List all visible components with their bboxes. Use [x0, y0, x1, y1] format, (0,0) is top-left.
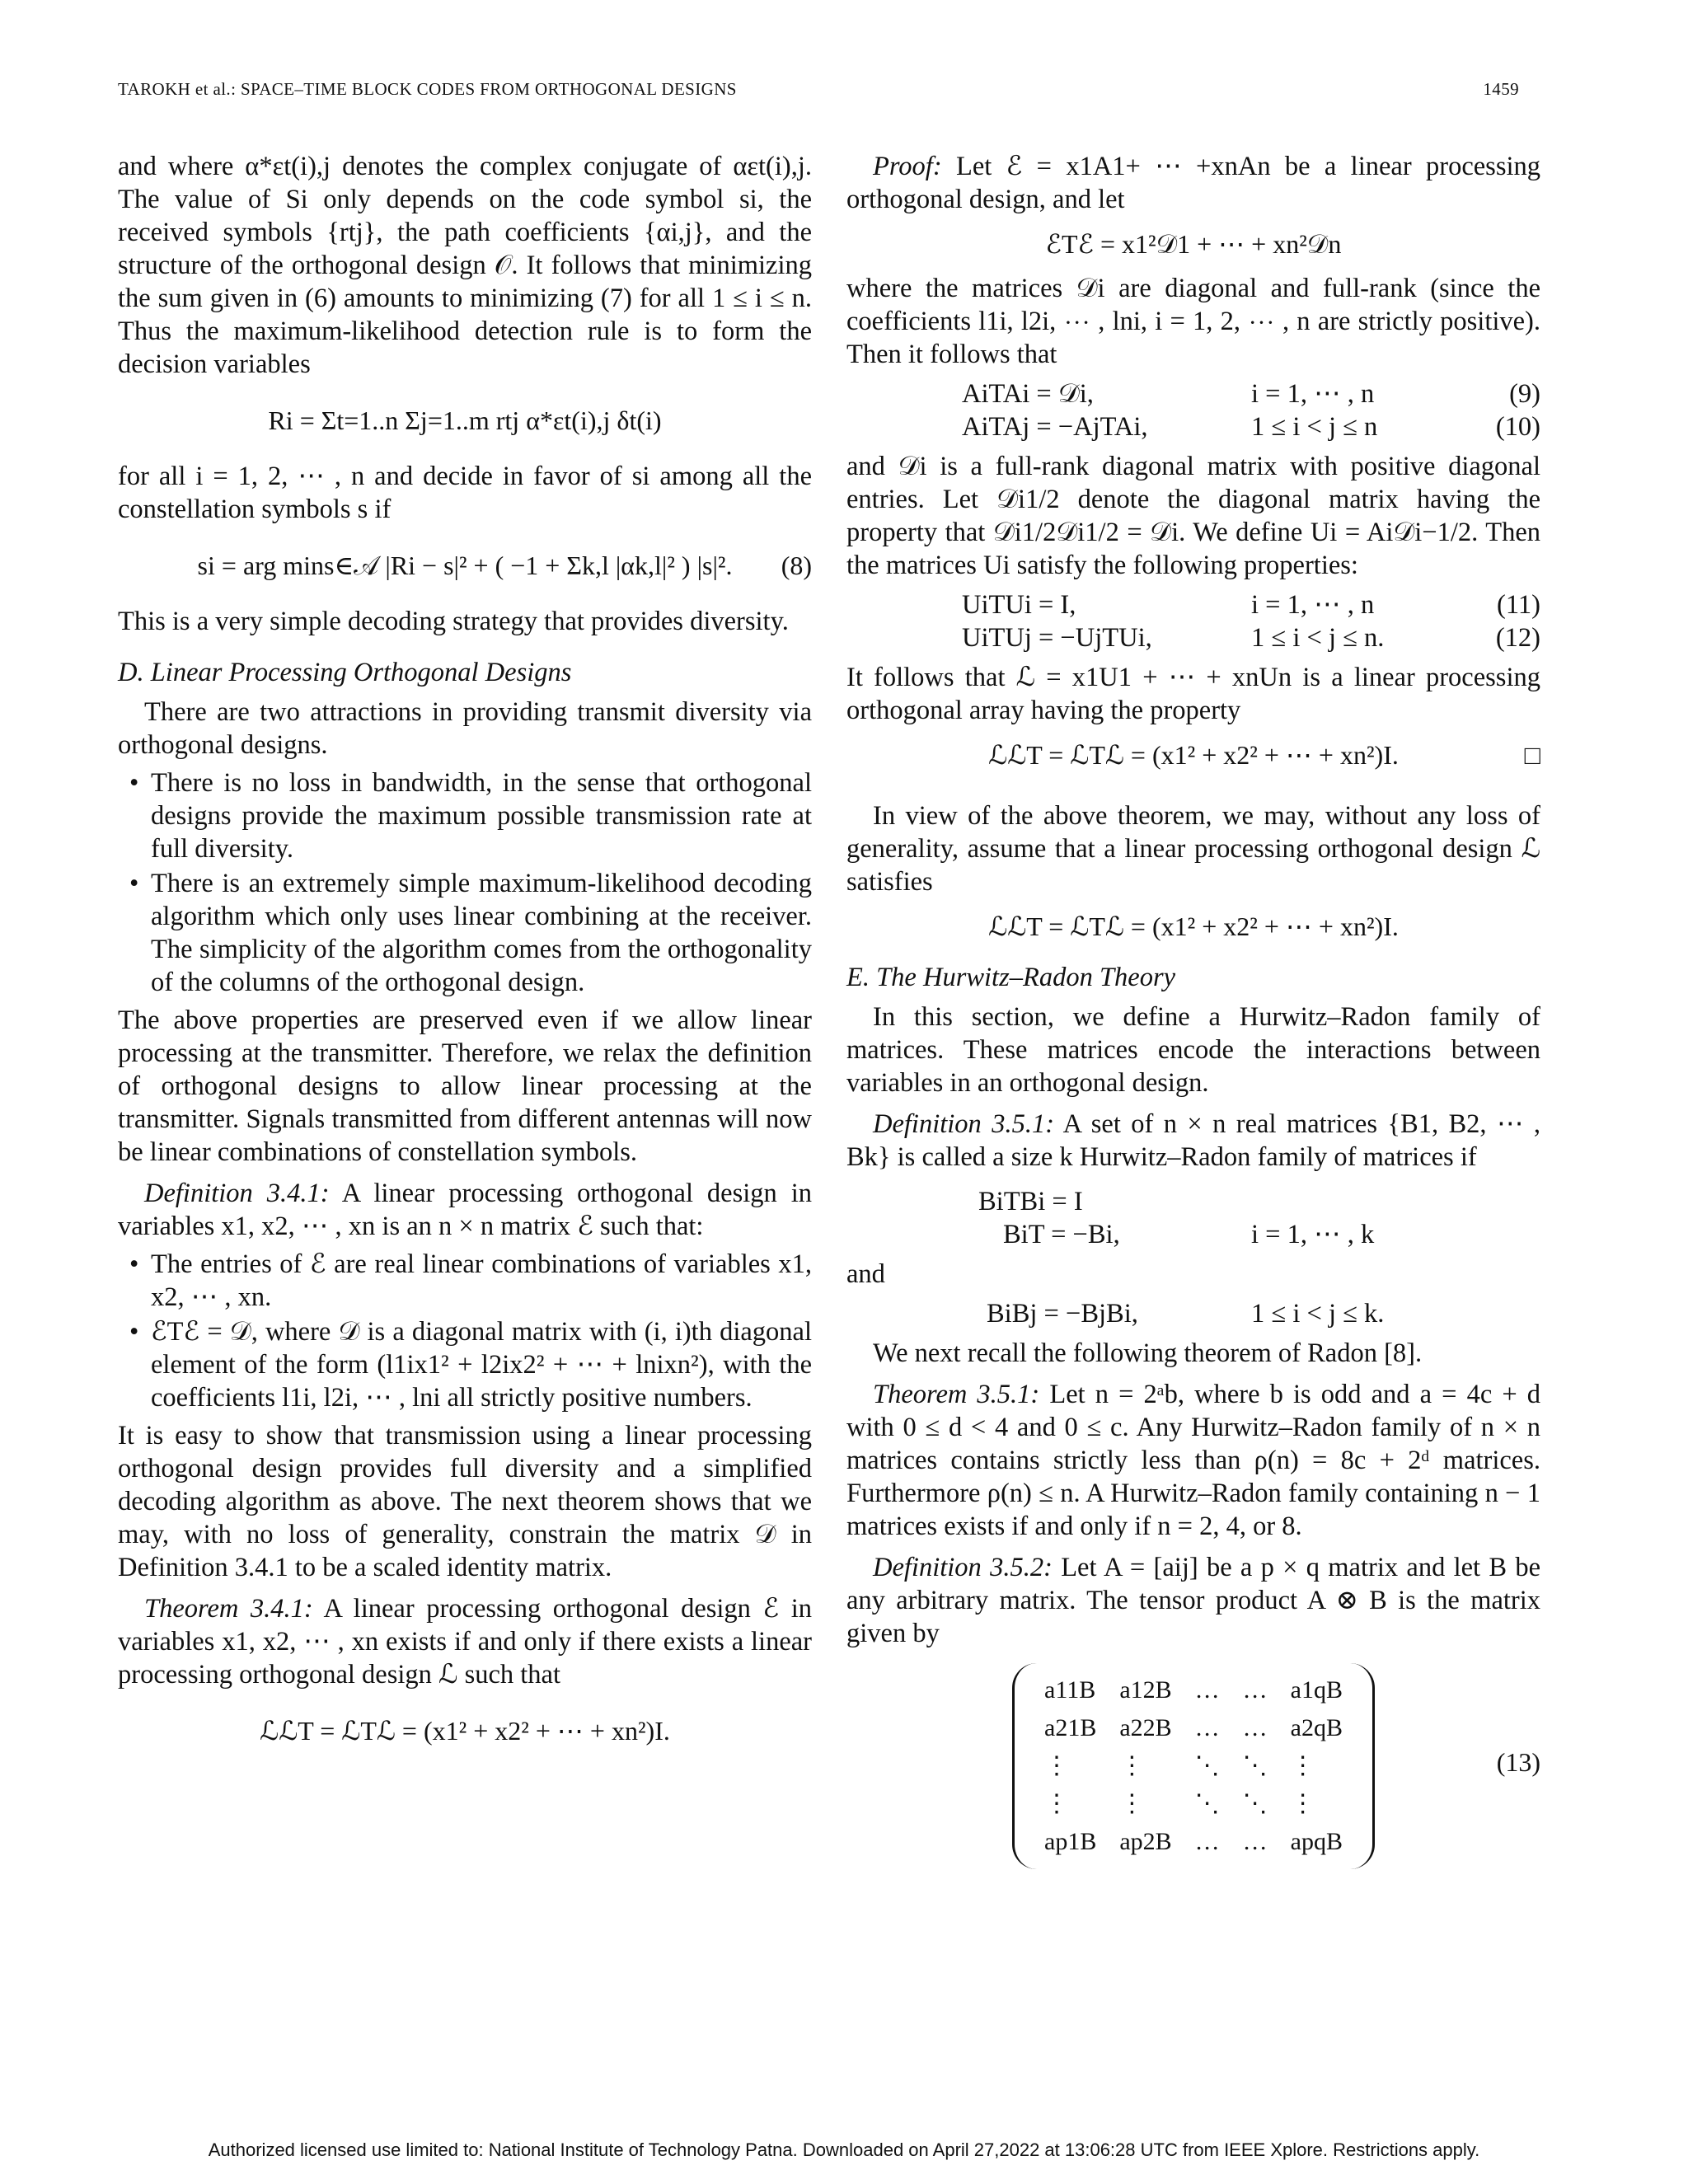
eq-b2: BiT = −Bi,: [1003, 1220, 1120, 1249]
eq10-cond: 1 ≤ i < j ≤ n: [1251, 412, 1378, 442]
page-number: 1459: [1483, 79, 1519, 99]
matrix-cell: ⋮: [1119, 1752, 1145, 1779]
equation-bibj: [846, 1297, 1540, 1330]
equation-number: (13): [1496, 1747, 1540, 1777]
eq9-left: AiTAi = 𝒟i,: [962, 379, 1094, 409]
paragraph: It is easy to show that transmission using a linear processing orthogonal design provides full diversity and a simplified decoding algorithm as above. The next theorem shows that we may, with no loss of generality, constrain the matrix 𝒟 in Definition 3.4.1 to be a scaled identity matrix.: [118, 1421, 812, 1582]
definition-label: Definition 3.5.1:: [873, 1109, 1055, 1139]
bullet-list: [118, 766, 812, 999]
paragraph: The above properties are preserved even if we allow linear processing at the transmitter. Therefore, we relax the definition of orthogonal designs to allow linear processing at the transmitter. Signals transmitted from different antennas will now be linear combinations of constellation symbols.: [118, 1005, 812, 1167]
definition-text: A linear processing orthogonal design in variables x1, x2, ⋯ , xn is an n × n matrix ℰ such that:: [118, 1179, 812, 1241]
equation-ETE: ℰTℰ = x1²𝒟1 + ⋯ + xn²𝒟n: [1045, 229, 1342, 259]
definition-label: Definition 3.5.2:: [873, 1553, 1053, 1582]
equations-9-10: [846, 377, 1540, 443]
matrix-cell: apqB: [1290, 1828, 1343, 1855]
matrix-row: [1033, 1671, 1354, 1709]
matrix-cell: ⋮: [1290, 1752, 1315, 1779]
theorem-3-5-1: [846, 1378, 1540, 1543]
left-column: [118, 150, 812, 1770]
theorem-label: Theorem 3.4.1:: [144, 1594, 313, 1624]
equation-number: (8): [781, 551, 812, 580]
definition-3-5-1: [846, 1108, 1540, 1174]
matrix-cell: ⋮: [1044, 1790, 1069, 1817]
qed-square-icon: □: [1524, 740, 1540, 770]
matrix-cell: …: [1194, 1676, 1220, 1704]
paragraph: and where α*εt(i),j denotes the complex conjugate of αεt(i),j. The value of Si only depends on the code symbol si, the received symbols {rtj}, the path coefficients {αi,j}, and the structure of the orthogonal design 𝒪. It follows that minimizing the sum given in (6) amounts to minimizing (7) for all 1 ≤ i ≤ n. Thus the maximum-likelihood detection rule is to form the decision variables: [118, 152, 812, 379]
right-column: [846, 150, 1540, 1888]
matrix-cell: a11B: [1044, 1676, 1096, 1704]
matrix-cell: …: [1194, 1714, 1220, 1741]
section-heading-e: E. The Hurwitz–Radon Theory: [846, 963, 1176, 992]
equation-LL-assume: ℒℒT = ℒTℒ = (x1² + x2² + ⋯ + xn²)I.: [988, 912, 1399, 941]
matrix-cell: …: [1242, 1828, 1268, 1855]
matrix-cell: …: [1242, 1714, 1268, 1741]
matrix-row: [1033, 1785, 1354, 1823]
bullet-list: [118, 1248, 812, 1414]
paragraph: In this section, we define a Hurwitz–Radon family of matrices. These matrices encode the interactions between variables in an orthogonal design.: [846, 1002, 1540, 1098]
matrix-cell: …: [1242, 1676, 1268, 1704]
eq-b2-cond: i = 1, ⋯ , k: [1251, 1220, 1375, 1249]
matrix-cell: ⋮: [1290, 1790, 1315, 1817]
definition-text: A set of n × n real matrices {B1, B2, ⋯ , Bk} is called a size k Hurwitz–Radon family of matrices if: [846, 1109, 1540, 1172]
matrix-cell: ap1B: [1044, 1828, 1097, 1855]
equation-number: (9): [1509, 379, 1540, 409]
paragraph: There are two attractions in providing transmit diversity via orthogonal designs.: [118, 697, 812, 760]
eq12-cond: 1 ≤ i < j ≤ n.: [1251, 623, 1385, 653]
equation-13: [846, 1663, 1540, 1877]
equation-LL: ℒℒT = ℒTℒ = (x1² + x2² + ⋯ + xn²)I.: [260, 1716, 670, 1746]
eq-b1: BiTBi = I: [978, 1187, 1083, 1216]
matrix-row: [1033, 1747, 1354, 1785]
matrix-cell: ⋮: [1044, 1752, 1069, 1779]
matrix-cell: a21B: [1044, 1714, 1097, 1741]
paragraph: We next recall the following theorem of Radon [8].: [873, 1338, 1423, 1368]
list-item: • There is an extremely simple maximum-likelihood decoding algorithm which only uses linear combining at the receiver. The simplicity of the algorithm comes from the orthogonality of the columns of the orthogonal design.: [151, 867, 812, 999]
equation-number: (12): [1495, 623, 1540, 653]
matrix-cell: ⋱: [1194, 1790, 1220, 1817]
theorem-text: Let n = 2ᵃb, where b is odd and a = 4c + d with 0 ≤ d < 4 and 0 ≤ c. Any Hurwitz–Radon family of n × n matrices contains strictly less than ρ(n) = 8c + 2ᵈ matrices. Furthermore ρ(n) ≤ n. A Hurwitz–Radon family containing n − 1 matrices exists if and only if n = 2, 4, or 8.: [846, 1380, 1541, 1541]
proof-label: Proof:: [873, 152, 942, 181]
matrix-row: [1033, 1709, 1354, 1747]
matrix-cell: a2qB: [1290, 1714, 1343, 1741]
running-head: [118, 79, 1519, 100]
matrix-cell: …: [1194, 1828, 1220, 1855]
eq12-left: UiTUj = −UjTUi,: [962, 623, 1152, 653]
eq10-left: AiTAj = −AjTAi,: [962, 412, 1148, 442]
paragraph: for all i = 1, 2, ⋯ , n and decide in favor of si among all the constellation symbols s if: [118, 462, 812, 524]
tensor-product-matrix: [1012, 1663, 1375, 1869]
equation-LL-proof: [846, 738, 1540, 771]
proof: [846, 150, 1540, 216]
definition-3-4-1: [118, 1177, 812, 1243]
paragraph: In view of the above theorem, we may, without any loss of generality, assume that a linear processing orthogonal design ℒ satisfies: [846, 801, 1540, 897]
footer-license: Authorized licensed use limited to: National Institute of Technology Patna. Downloaded on April 27,2022 at 13:06:28 UTC from IEEE Xplore. Restrictions apply.: [208, 2139, 1480, 2160]
matrix-cell: a12B: [1119, 1676, 1172, 1704]
matrix-cell: a1qB: [1290, 1676, 1343, 1704]
equation-decision-variable: Ri = Σt=1..n Σj=1..m rtj α*εt(i),j δt(i): [268, 405, 662, 435]
paragraph: and 𝒟i is a full-rank diagonal matrix with positive diagonal entries. Let 𝒟i1/2 denote the diagonal matrix having the property that 𝒟i1/2𝒟i1/2 = 𝒟i. We define Ui = Ai𝒟i−1/2. Then the matrices Ui satisfy the following properties:: [846, 452, 1540, 580]
matrix-cell: ap2B: [1119, 1828, 1172, 1855]
eq11-cond: i = 1, ⋯ , n: [1251, 590, 1375, 620]
proof-text: Let ℰ = x1A1+ ⋯ +xnAn be a linear processing orthogonal design, and let: [846, 152, 1541, 214]
eq11-left: UiTUi = I,: [962, 590, 1076, 620]
paragraph: where the matrices 𝒟i are diagonal and full-rank (since the coefficients l1i, l2i, ⋯ , lni, i = 1, 2, ⋯ , n are strictly positive). Then it follows that: [846, 274, 1540, 369]
and-text: and: [846, 1259, 885, 1289]
equation-number: (10): [1495, 412, 1540, 442]
matrix-cell: ⋮: [1119, 1790, 1145, 1817]
matrix-row: [1033, 1823, 1354, 1861]
theorem-text: A linear processing orthogonal design ℰ in variables x1, x2, ⋯ , xn exists if and only if there exists a linear processing orthogonal design ℒ such that: [118, 1594, 812, 1690]
eq-b3: BiBj = −BjBi,: [987, 1299, 1138, 1329]
matrix-cell: a22B: [1119, 1714, 1172, 1741]
eq9-cond: i = 1, ⋯ , n: [1251, 379, 1375, 409]
equation-8-body: si = arg mins∈𝒜 |Ri − s|² + ( −1 + Σk,l |αk,l|² ) |s|².: [197, 551, 733, 580]
definition-text: Let A = [aij] be a p × q matrix and let B be any arbitrary matrix. The tensor product A ⊗ B is the matrix given by: [846, 1553, 1540, 1648]
equations-hurwitz-radon: [846, 1185, 1540, 1251]
section-heading-d: D. Linear Processing Orthogonal Designs: [118, 658, 572, 687]
definition-3-5-2: [846, 1551, 1540, 1650]
list-item: • ℰTℰ = 𝒟, where 𝒟 is a diagonal matrix with (i, i)th diagonal element of the form (l1ix1² + l2ix2² + ⋯ + lnixn²), with the coefficients l1i, l2i, ⋯ , lni all strictly positive numbers.: [151, 1315, 812, 1414]
list-item: • The entries of ℰ are real linear combinations of variables x1, x2, ⋯ , xn.: [151, 1248, 812, 1314]
matrix-cell: ⋱: [1194, 1752, 1220, 1779]
definition-label: Definition 3.4.1:: [144, 1179, 330, 1208]
equation-number: (11): [1497, 590, 1540, 620]
equation-8: [118, 549, 812, 582]
running-title: TAROKH et al.: SPACE–TIME BLOCK CODES FROM ORTHOGONAL DESIGNS: [118, 79, 737, 99]
theorem-3-4-1: [118, 1592, 812, 1691]
paragraph: It follows that ℒ = x1U1 + ⋯ + xnUn is a linear processing orthogonal array having the property: [846, 663, 1540, 725]
matrix-cell: ⋱: [1242, 1752, 1268, 1779]
list-item: • There is no loss in bandwidth, in the sense that orthogonal designs provide the maximum possible transmission rate at full diversity.: [151, 766, 812, 865]
equation-body: ℒℒT = ℒTℒ = (x1² + x2² + ⋯ + xn²)I.: [988, 740, 1399, 770]
theorem-label: Theorem 3.5.1:: [873, 1380, 1040, 1409]
equations-11-12: [846, 588, 1540, 654]
matrix-cell: ⋱: [1242, 1790, 1268, 1817]
eq-b3-cond: 1 ≤ i < j ≤ k.: [1251, 1299, 1385, 1329]
paragraph: This is a very simple decoding strategy that provides diversity.: [118, 607, 789, 636]
